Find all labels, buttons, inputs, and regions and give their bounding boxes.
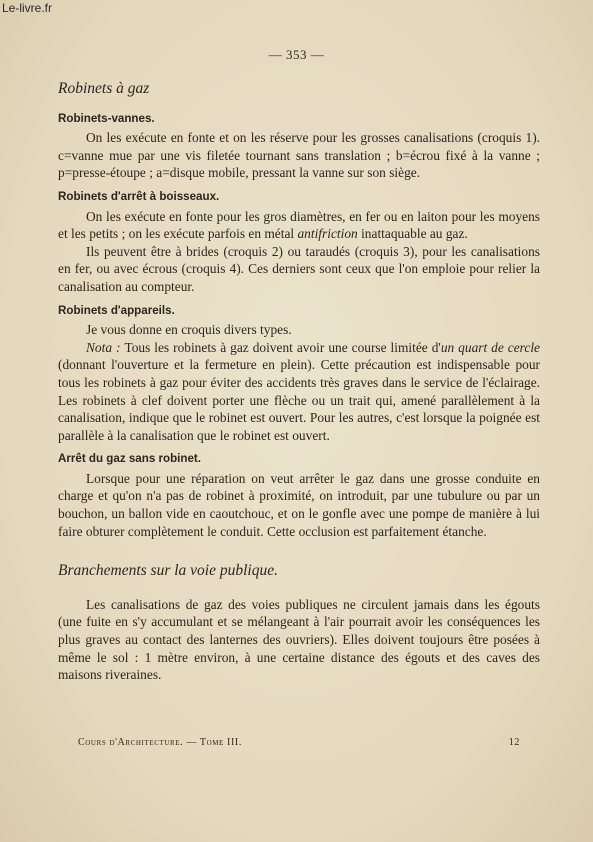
text-run: inattaquable au gaz.: [357, 226, 468, 242]
paragraph: Je vous donne en croquis divers types.: [86, 322, 292, 338]
paragraph: On les exécute en fonte et on les réserve pour les grosses canalisations (croquis 1). c=vanne mue par une vis filetée tournant sans translation ; b=écrou fixé à la vanne ; p=presse-étoupe ; a=disque mobile, pressant la vanne sur son siège.: [58, 130, 540, 181]
page-content: [58, 74, 540, 684]
subheading-robinets-arret: Robinets d'arrêt à boisseaux.: [58, 189, 220, 203]
section-title-robinets: Robinets à gaz: [58, 80, 150, 97]
nota-label: Nota :: [86, 339, 125, 355]
paragraph: Ils peuvent être à brides (croquis 2) ou taraudés (croquis 3), pour les canalisations en fer, ou avec écrous (croquis 4). Ces derniers sont ceux que l'on emploie pour relier la canalisation au compteur.: [58, 243, 540, 294]
watermark: Le-livre.fr: [2, 1, 53, 15]
italic-term: antifriction: [297, 226, 358, 242]
section-title-branchements: Branchements sur la voie publique.: [58, 562, 278, 580]
page-number: — 353 —: [268, 47, 325, 62]
page-footer: [78, 737, 520, 748]
subheading-robinets-appareils: Robinets d'appareils.: [58, 303, 175, 317]
signature-number: 12: [508, 737, 520, 748]
paragraph: Les canalisations de gaz des voies publiques ne circulent jamais dans les égouts (une fuite en s'y accumulant et se mélangeant à l'air pourrait avoir les conséquences les plus graves au contact des lanternes des ouvriers). Elles doivent toujours être posées à même le sol : 1 mètre environ, à une certaine distance des égouts et des caves des maisons riveraines.: [58, 596, 540, 683]
subheading-arret-gaz: Arrêt du gaz sans robinet.: [58, 452, 202, 466]
italic-term: un quart de cercle: [440, 339, 540, 355]
paragraph: [58, 339, 540, 445]
subheading-robinets-vannes: Robinets-vannes.: [58, 111, 155, 125]
text-run: Tous les robinets à gaz doivent avoir une course limitée d': [124, 339, 441, 355]
paragraph: Lorsque pour une réparation on veut arrêter le gaz dans une grosse conduite en charge et qu'on n'a pas de robinet à proximité, on introduit, par une tubulure ou par un bouchon, un ballon vide en caoutchouc, et on le gonfle avec une pompe de manière à lui faire obturer complètement le conduit. Cette occlusion est parfaitement étanche.: [58, 470, 540, 539]
text-run: (donnant l'ouverture et la fermeture en plein). Cette précaution est indispensable pour tous les robinets à gaz pour éviter des accidents très graves dans le service de l'éclairage. Les robinets à clef doivent porter une flèche ou un trait qui, amené parallèlement à la canalisation, indique que le robinet est ouvert. Pour les autres, c'est lorsque la poignée est parallèle à la canalisation que le robinet est ouvert.: [58, 357, 540, 443]
footer-title: Cours d'Architecture. — Tome III.: [78, 737, 242, 748]
paragraph: [58, 208, 540, 243]
text-run: On les exécute en fonte pour les gros diamètres, en fer ou en laiton pour les moyens et les petits ; on les exécute parfois en métal: [58, 208, 540, 242]
